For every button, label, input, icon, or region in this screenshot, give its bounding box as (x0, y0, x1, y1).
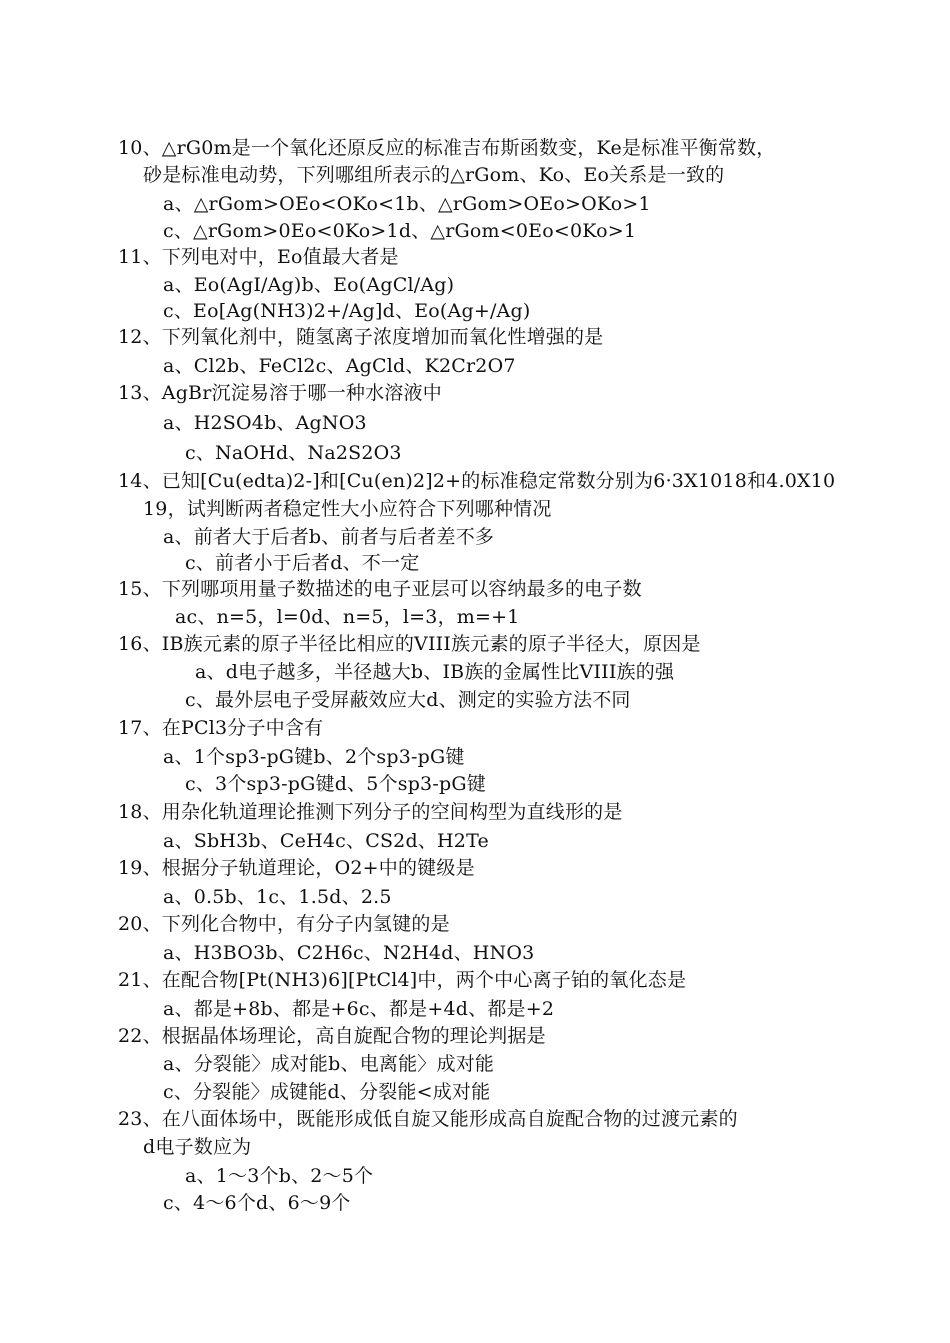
text-line: c、Eo[Ag(NH3)2+/Ag]d、Eo(Ag+/Ag) (163, 300, 531, 322)
text-line: 18、用杂化轨道理论推测下列分子的空间构型为直线形的是 (118, 801, 623, 823)
text-line: 13、AgBr沉淀易溶于哪一种水溶液中 (118, 382, 442, 404)
text-line: a、SbH3b、CeH4c、CS2d、H2Te (163, 830, 489, 852)
text-line: 19，试判断两者稳定性大小应符合下列哪种情况 (143, 498, 552, 520)
text-line: c、分裂能〉成键能d、分裂能<成对能 (163, 1081, 491, 1103)
text-line: a、1〜3个b、2〜5个 (185, 1165, 374, 1187)
text-line: c、NaOHd、Na2S2O3 (185, 442, 402, 464)
text-line: 11、下列电对中，Eo值最大者是 (118, 246, 399, 268)
text-line: 22、根据晶体场理论，高自旋配合物的理论判据是 (118, 1025, 546, 1047)
text-line: a、△rGom>OEo<OKo<1b、△rGom>OEo>OKo>1 (163, 193, 651, 215)
text-line: d电子数应为 (143, 1136, 252, 1158)
text-line: 23、在八面体场中，既能形成低自旋又能形成高自旋配合物的过渡元素的 (118, 1108, 738, 1130)
text-line: a、Cl2b、FeCl2c、AgCld、K2Cr2O7 (163, 355, 516, 377)
text-line: 17、在PCl3分子中含有 (118, 717, 324, 739)
text-line: 15、下列哪项用量子数描述的电子亚层可以容纳最多的电子数 (118, 578, 642, 600)
text-line: c、3个sp3-pG键d、5个sp3-pG键 (185, 773, 486, 795)
text-line: a、H3BO3b、C2H6c、N2H4d、HNO3 (163, 942, 535, 964)
text-line: a、前者大于后者b、前者与后者差不多 (163, 526, 495, 548)
text-line: a、H2SO4b、AgNO3 (163, 412, 367, 434)
text-line: c、最外层电子受屏蔽效应大d、测定的实验方法不同 (185, 689, 631, 711)
text-line: c、前者小于后者d、不一定 (185, 552, 420, 574)
text-line: a、Eo(AgI/Ag)b、Eo(AgCl/Ag) (163, 274, 455, 296)
text-line: c、△rGom>0Eo<0Ko>1d、△rGom<0Eo<0Ko>1 (163, 220, 637, 242)
text-line: a、1个sp3-pG键b、2个sp3-pG键 (163, 746, 465, 768)
text-line: a、0.5b、1c、1.5d、2.5 (163, 886, 392, 908)
text-line: a、d电子越多，半径越大b、IB族的金属性比VIII族的强 (195, 661, 675, 683)
text-line: 砂是标准电动势，下列哪组所表示的△rGom、Ko、Eo关系是一致的 (143, 164, 725, 186)
text-line: 20、下列化合物中，有分子内氢键的是 (118, 913, 450, 935)
text-line: 14、已知[Cu(edta)2-]和[Cu(en)2]2+的标准稳定常数分别为6·3X1018和4.0X10 (118, 470, 836, 492)
text-line: 12、下列氧化剂中，随氢离子浓度增加而氧化性增强的是 (118, 326, 604, 348)
text-line: a、都是+8b、都是+6c、都是+4d、都是+2 (163, 998, 555, 1020)
text-line: ac、n=5，l=0d、n=5，l=3，m=+1 (175, 606, 520, 628)
text-line: 19、根据分子轨道理论，O2+中的键级是 (118, 857, 475, 879)
text-line: 21、在配合物[Pt(NH3)6][PtCl4]中，两个中心离子铂的氧化态是 (118, 969, 687, 991)
text-line: 10、△rG0m是一个氧化还原反应的标准吉布斯函数变，Ke是标准平衡常数， (118, 137, 776, 159)
text-line: c、4〜6个d、6〜9个 (163, 1192, 351, 1214)
text-line: 16、IB族元素的原子半径比相应的VIII族元素的原子半径大，原因是 (118, 633, 701, 655)
text-line: a、分裂能〉成对能b、电离能〉成对能 (163, 1053, 495, 1075)
